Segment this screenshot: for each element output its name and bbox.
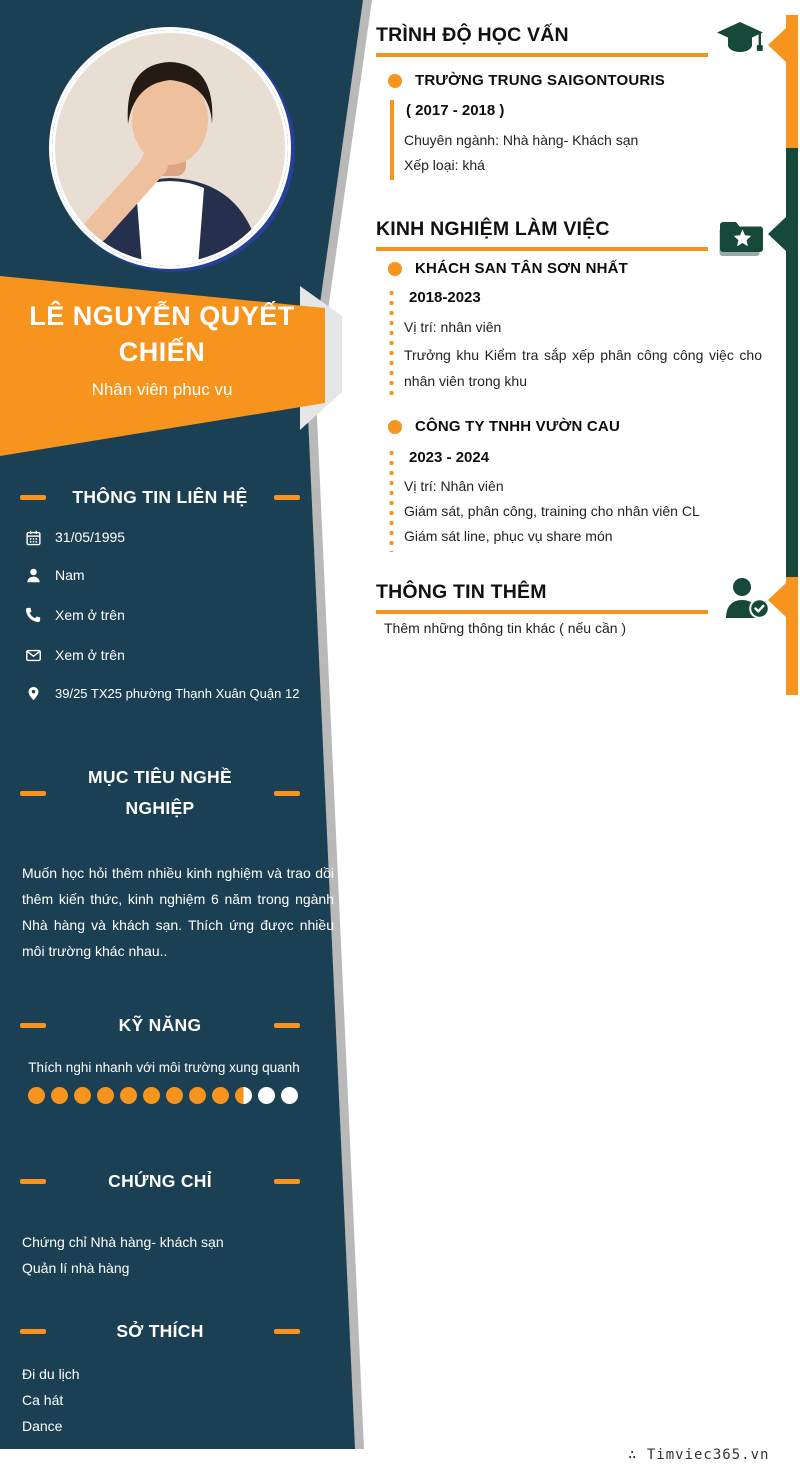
- job-period: 2018-2023: [409, 289, 481, 306]
- section-objective-heading: [20, 762, 300, 824]
- heading-text: THÔNG TIN LIÊN HỆ: [72, 487, 248, 507]
- avatar: [52, 30, 288, 266]
- dash-left: [20, 1023, 46, 1028]
- skill-dot: [143, 1087, 160, 1104]
- contact-row-gender: [24, 566, 320, 584]
- edge-notch-additional: [768, 583, 786, 617]
- skill-dot: [235, 1087, 252, 1104]
- hobby-item: Ca hát: [22, 1392, 64, 1408]
- education-school: TRƯỜNG TRUNG SAIGONTOURIS: [415, 72, 665, 89]
- folder-star-icon: [720, 222, 764, 256]
- heading-text: SỞ THÍCH: [116, 1321, 204, 1341]
- dash-right: [274, 495, 300, 500]
- job-company: KHÁCH SAN TÂN SƠN NHẤT: [415, 260, 629, 277]
- job-period: 2023 - 2024: [409, 449, 490, 466]
- skill-dot: [258, 1087, 275, 1104]
- dash-left: [20, 495, 46, 500]
- edge-notch-education: [768, 28, 786, 62]
- additional-heading: THÔNG TIN THÊM: [376, 581, 547, 603]
- dash-right: [274, 1329, 300, 1334]
- person-job-title: Nhân viên phục vụ: [91, 380, 233, 399]
- skill-dot: [212, 1087, 229, 1104]
- skill-dot: [97, 1087, 114, 1104]
- skill-item-label: Thích nghi nhanh với môi trường xung quanh: [28, 1060, 300, 1075]
- skill-dot: [120, 1087, 137, 1104]
- job-bullet: [388, 262, 402, 276]
- job-line: Trưởng khu Kiểm tra sắp xếp phân công công việc cho nhân viên trong khu: [404, 347, 762, 389]
- contact-row-phone: [24, 606, 320, 624]
- location-icon: [24, 684, 42, 702]
- skill-dot: [51, 1087, 68, 1104]
- calendar-icon: [24, 528, 42, 546]
- job-timeline: [389, 288, 394, 398]
- certificate-item: Quản lí nhà hàng: [22, 1260, 130, 1276]
- education-period: ( 2017 - 2018 ): [406, 102, 505, 119]
- edge-bar-education: [786, 15, 798, 148]
- job-line: Giám sát line, phục vụ share món: [404, 528, 613, 544]
- experience-underline: [376, 247, 708, 251]
- person-name: LÊ NGUYỄN QUYẾT CHIẾN: [29, 301, 295, 367]
- hobby-item: Dance: [22, 1418, 63, 1434]
- section-hobbies-heading: [20, 1316, 300, 1347]
- contact-row-birthday: [24, 528, 320, 546]
- contact-text: Xem ở trên: [55, 647, 125, 663]
- edge-bar-additional: [786, 577, 798, 695]
- education-heading: TRÌNH ĐỘ HỌC VẤN: [376, 24, 569, 46]
- certificate-item: Chứng chỉ Nhà hàng- khách sạn: [22, 1234, 224, 1250]
- skill-dot: [281, 1087, 298, 1104]
- contact-text: Nam: [55, 567, 85, 583]
- contact-row-email: [24, 646, 320, 664]
- heading-text: KỸ NĂNG: [118, 1015, 202, 1035]
- dash-right: [274, 1023, 300, 1028]
- skill-dot: [28, 1087, 45, 1104]
- graduation-cap-icon: [717, 22, 763, 52]
- heading-text: MỤC TIÊU NGHỀ NGHIỆP: [88, 767, 232, 818]
- skill-dot: [74, 1087, 91, 1104]
- phone-icon: [24, 606, 42, 624]
- name-banner: [10, 298, 314, 400]
- education-major: Chuyên ngành: Nhà hàng- Khách sạn: [404, 132, 639, 148]
- job-timeline: [389, 448, 394, 552]
- skill-dot: [189, 1087, 206, 1104]
- contact-text: 31/05/1995: [55, 529, 126, 545]
- dash-left: [20, 1179, 46, 1184]
- education-timeline: [390, 100, 394, 180]
- watermark: ∴ Timviec365.vn: [628, 1447, 770, 1463]
- objective-text: Muốn học hỏi thêm nhiều kinh nghiệm và trao dồi thêm kiến thức, kinh nghiệm 6 năm trong ngành Nhà hàng và khách sạn. Thích ứng được nhiều môi trường khác nhau..: [22, 865, 334, 959]
- skill-dot: [166, 1087, 183, 1104]
- dash-right: [274, 1179, 300, 1184]
- job-company: CÔNG TY TNHH VƯỜN CAU: [415, 418, 621, 435]
- dash-left: [20, 1329, 46, 1334]
- avatar-illustration: [52, 30, 288, 266]
- job-line: Giám sát, phân công, training cho nhân viên CL: [404, 503, 700, 519]
- job-bullet: [388, 420, 402, 434]
- job-line: Vị trí: nhân viên: [404, 319, 502, 335]
- education-underline: [376, 53, 708, 57]
- section-skills-heading: [20, 1010, 300, 1041]
- additional-text: Thêm những thông tin khác ( nếu cần ): [384, 620, 627, 636]
- person-check-icon: [726, 578, 770, 619]
- hobby-item: Đi du lịch: [22, 1366, 80, 1382]
- contact-text: 39/25 TX25 phường Thạnh Xuân Quận 12: [55, 685, 300, 701]
- dash-left: [20, 791, 46, 796]
- contact-text: Xem ở trên: [55, 607, 125, 623]
- contact-row-address: [24, 684, 320, 702]
- person-icon: [24, 566, 42, 584]
- education-grade: Xếp loại: khá: [404, 157, 485, 173]
- dash-right: [274, 791, 300, 796]
- job-line: Vị trí: Nhân viên: [404, 478, 504, 494]
- edge-bar-experience: [786, 148, 798, 577]
- additional-underline: [376, 610, 708, 614]
- heading-text: CHỨNG CHỈ: [108, 1171, 212, 1191]
- edge-notch-experience: [768, 217, 786, 251]
- experience-heading: KINH NGHIỆM LÀM VIỆC: [376, 218, 610, 240]
- section-certificates-heading: [20, 1166, 300, 1197]
- education-bullet: [388, 74, 402, 88]
- email-icon: [24, 646, 42, 664]
- skill-rating: [28, 1087, 298, 1104]
- section-contact-heading: [20, 482, 300, 513]
